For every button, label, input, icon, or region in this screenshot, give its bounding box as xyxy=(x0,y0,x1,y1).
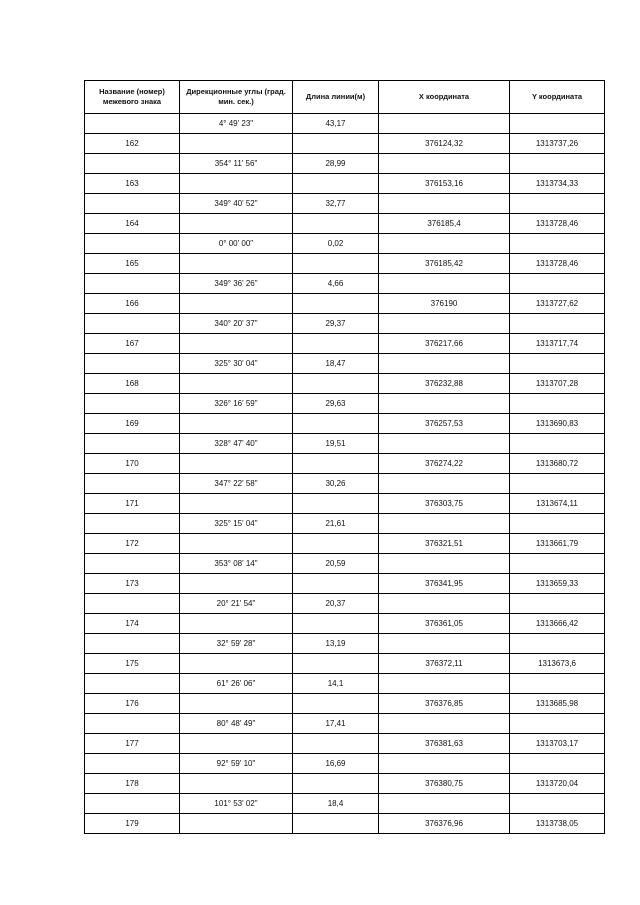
empty-cell xyxy=(293,574,379,594)
table-row-point xyxy=(85,494,605,514)
empty-cell xyxy=(180,294,293,314)
boundary-points-table-container xyxy=(84,80,604,834)
point-y-cell: 1313727,62 xyxy=(510,294,605,314)
empty-cell xyxy=(85,114,180,134)
point-x-cell: 376361,05 xyxy=(379,614,510,634)
table-row-point xyxy=(85,374,605,394)
segment-length-cell: 43,17 xyxy=(293,114,379,134)
point-y-cell: 1313720,04 xyxy=(510,774,605,794)
table-row-segment xyxy=(85,114,605,134)
empty-cell xyxy=(379,434,510,454)
point-y-cell: 1313738,05 xyxy=(510,814,605,834)
empty-cell xyxy=(379,114,510,134)
empty-cell xyxy=(510,154,605,174)
empty-cell xyxy=(180,214,293,234)
empty-cell xyxy=(510,394,605,414)
segment-length-cell: 13,19 xyxy=(293,634,379,654)
point-y-cell: 1313728,46 xyxy=(510,254,605,274)
empty-cell xyxy=(379,194,510,214)
point-x-cell: 376381,63 xyxy=(379,734,510,754)
segment-angle-cell: 61° 26' 06" xyxy=(180,674,293,694)
point-x-cell: 376274,22 xyxy=(379,454,510,474)
empty-cell xyxy=(85,794,180,814)
segment-angle-cell: 326° 16' 59" xyxy=(180,394,293,414)
segment-length-cell: 19,51 xyxy=(293,434,379,454)
empty-cell xyxy=(510,314,605,334)
empty-cell xyxy=(379,474,510,494)
empty-cell xyxy=(293,734,379,754)
empty-cell xyxy=(85,554,180,574)
empty-cell xyxy=(379,794,510,814)
segment-length-cell: 0,02 xyxy=(293,234,379,254)
point-y-cell: 1313717,74 xyxy=(510,334,605,354)
point-y-cell: 1313707,28 xyxy=(510,374,605,394)
empty-cell xyxy=(85,234,180,254)
point-name-cell: 170 xyxy=(85,454,180,474)
empty-cell xyxy=(293,414,379,434)
segment-length-cell: 29,37 xyxy=(293,314,379,334)
segment-angle-cell: 340° 20' 37" xyxy=(180,314,293,334)
empty-cell xyxy=(379,274,510,294)
empty-cell xyxy=(180,134,293,154)
segment-length-cell: 29,63 xyxy=(293,394,379,414)
table-row-segment xyxy=(85,754,605,774)
segment-angle-cell: 325° 15' 04" xyxy=(180,514,293,534)
point-y-cell: 1313728,46 xyxy=(510,214,605,234)
segment-length-cell: 20,59 xyxy=(293,554,379,574)
point-y-cell: 1313685,98 xyxy=(510,694,605,714)
segment-length-cell: 16,69 xyxy=(293,754,379,774)
table-row-segment xyxy=(85,714,605,734)
empty-cell xyxy=(180,334,293,354)
empty-cell xyxy=(85,194,180,214)
point-x-cell: 376217,66 xyxy=(379,334,510,354)
point-name-cell: 175 xyxy=(85,654,180,674)
point-y-cell: 1313690,83 xyxy=(510,414,605,434)
empty-cell xyxy=(510,114,605,134)
table-row-segment xyxy=(85,394,605,414)
table-row-segment xyxy=(85,354,605,374)
segment-length-cell: 30,26 xyxy=(293,474,379,494)
segment-length-cell: 18,47 xyxy=(293,354,379,374)
empty-cell xyxy=(510,474,605,494)
table-row-segment xyxy=(85,274,605,294)
empty-cell xyxy=(85,314,180,334)
point-y-cell: 1313673,6 xyxy=(510,654,605,674)
empty-cell xyxy=(85,674,180,694)
point-name-cell: 172 xyxy=(85,534,180,554)
table-row-point xyxy=(85,334,605,354)
empty-cell xyxy=(510,634,605,654)
table-row-point xyxy=(85,174,605,194)
empty-cell xyxy=(379,554,510,574)
empty-cell xyxy=(379,714,510,734)
table-row-point xyxy=(85,414,605,434)
empty-cell xyxy=(293,494,379,514)
empty-cell xyxy=(379,354,510,374)
boundary-points-table xyxy=(84,80,605,834)
segment-angle-cell: 32° 59' 28" xyxy=(180,634,293,654)
point-name-cell: 177 xyxy=(85,734,180,754)
segment-length-cell: 4,66 xyxy=(293,274,379,294)
table-row-point xyxy=(85,214,605,234)
empty-cell xyxy=(180,694,293,714)
empty-cell xyxy=(379,514,510,534)
segment-angle-cell: 354° 11' 56" xyxy=(180,154,293,174)
empty-cell xyxy=(510,794,605,814)
segment-length-cell: 18,4 xyxy=(293,794,379,814)
point-y-cell: 1313661,79 xyxy=(510,534,605,554)
empty-cell xyxy=(293,814,379,834)
segment-angle-cell: 349° 36' 26" xyxy=(180,274,293,294)
table-row-segment xyxy=(85,194,605,214)
table-row-segment xyxy=(85,594,605,614)
table-row-point xyxy=(85,134,605,154)
point-x-cell: 376321,51 xyxy=(379,534,510,554)
point-x-cell: 376124,32 xyxy=(379,134,510,154)
segment-angle-cell: 325° 30' 04" xyxy=(180,354,293,374)
empty-cell xyxy=(85,714,180,734)
table-row-point xyxy=(85,774,605,794)
table-body xyxy=(85,114,605,834)
empty-cell xyxy=(180,814,293,834)
point-x-cell: 376153,16 xyxy=(379,174,510,194)
table-row-segment xyxy=(85,234,605,254)
point-name-cell: 165 xyxy=(85,254,180,274)
empty-cell xyxy=(180,174,293,194)
point-x-cell: 376376,96 xyxy=(379,814,510,834)
segment-angle-cell: 353° 08' 14" xyxy=(180,554,293,574)
empty-cell xyxy=(293,214,379,234)
segment-angle-cell: 101° 53' 02" xyxy=(180,794,293,814)
point-y-cell: 1313737,26 xyxy=(510,134,605,154)
segment-angle-cell: 20° 21' 54" xyxy=(180,594,293,614)
header-point-name: Название (номер) межевого знака xyxy=(85,81,180,114)
table-row-segment xyxy=(85,154,605,174)
point-name-cell: 169 xyxy=(85,414,180,434)
table-row-point xyxy=(85,574,605,594)
table-row-point xyxy=(85,294,605,314)
table-row-segment xyxy=(85,514,605,534)
empty-cell xyxy=(510,594,605,614)
empty-cell xyxy=(510,274,605,294)
empty-cell xyxy=(85,514,180,534)
empty-cell xyxy=(510,554,605,574)
empty-cell xyxy=(293,774,379,794)
point-name-cell: 174 xyxy=(85,614,180,634)
empty-cell xyxy=(180,614,293,634)
empty-cell xyxy=(85,434,180,454)
empty-cell xyxy=(510,194,605,214)
point-name-cell: 178 xyxy=(85,774,180,794)
header-y-coordinate: Y координата xyxy=(510,81,605,114)
table-row-point xyxy=(85,814,605,834)
table-row-segment xyxy=(85,794,605,814)
segment-length-cell: 21,61 xyxy=(293,514,379,534)
segment-angle-cell: 328° 47' 40" xyxy=(180,434,293,454)
empty-cell xyxy=(180,654,293,674)
point-y-cell: 1313666,42 xyxy=(510,614,605,634)
table-row-point xyxy=(85,654,605,674)
empty-cell xyxy=(293,334,379,354)
point-y-cell: 1313674,11 xyxy=(510,494,605,514)
segment-angle-cell: 347° 22' 58" xyxy=(180,474,293,494)
segment-angle-cell: 80° 48' 49" xyxy=(180,714,293,734)
point-name-cell: 164 xyxy=(85,214,180,234)
empty-cell xyxy=(510,354,605,374)
point-y-cell: 1313734,33 xyxy=(510,174,605,194)
table-row-segment xyxy=(85,314,605,334)
table-row-segment xyxy=(85,674,605,694)
table-row-segment xyxy=(85,554,605,574)
point-x-cell: 376185,4 xyxy=(379,214,510,234)
point-x-cell: 376185,42 xyxy=(379,254,510,274)
table-row-segment xyxy=(85,434,605,454)
header-line-length: Длина линии(м) xyxy=(293,81,379,114)
segment-length-cell: 32,77 xyxy=(293,194,379,214)
empty-cell xyxy=(379,154,510,174)
segment-angle-cell: 92° 59' 10" xyxy=(180,754,293,774)
empty-cell xyxy=(293,654,379,674)
table-row-point xyxy=(85,534,605,554)
empty-cell xyxy=(379,634,510,654)
point-name-cell: 173 xyxy=(85,574,180,594)
empty-cell xyxy=(85,634,180,654)
empty-cell xyxy=(180,494,293,514)
empty-cell xyxy=(379,594,510,614)
empty-cell xyxy=(85,594,180,614)
empty-cell xyxy=(293,534,379,554)
point-name-cell: 163 xyxy=(85,174,180,194)
empty-cell xyxy=(180,574,293,594)
empty-cell xyxy=(510,234,605,254)
empty-cell xyxy=(180,774,293,794)
empty-cell xyxy=(293,134,379,154)
empty-cell xyxy=(85,754,180,774)
empty-cell xyxy=(293,174,379,194)
point-name-cell: 168 xyxy=(85,374,180,394)
point-y-cell: 1313703,17 xyxy=(510,734,605,754)
table-header-row xyxy=(85,81,605,114)
empty-cell xyxy=(510,434,605,454)
empty-cell xyxy=(85,474,180,494)
empty-cell xyxy=(180,414,293,434)
empty-cell xyxy=(510,714,605,734)
point-name-cell: 176 xyxy=(85,694,180,714)
empty-cell xyxy=(293,454,379,474)
point-x-cell: 376372,11 xyxy=(379,654,510,674)
table-row-point xyxy=(85,734,605,754)
empty-cell xyxy=(293,694,379,714)
table-row-point xyxy=(85,254,605,274)
table-row-point xyxy=(85,694,605,714)
empty-cell xyxy=(85,354,180,374)
table-row-point xyxy=(85,454,605,474)
empty-cell xyxy=(180,254,293,274)
point-name-cell: 166 xyxy=(85,294,180,314)
segment-length-cell: 20,37 xyxy=(293,594,379,614)
empty-cell xyxy=(293,614,379,634)
point-y-cell: 1313659,33 xyxy=(510,574,605,594)
empty-cell xyxy=(379,314,510,334)
empty-cell xyxy=(85,154,180,174)
empty-cell xyxy=(379,754,510,774)
empty-cell xyxy=(180,734,293,754)
point-x-cell: 376341,95 xyxy=(379,574,510,594)
point-name-cell: 162 xyxy=(85,134,180,154)
table-row-point xyxy=(85,614,605,634)
segment-length-cell: 14,1 xyxy=(293,674,379,694)
empty-cell xyxy=(180,374,293,394)
header-direction-angle: Дирекционные углы (град. мин. сек.) xyxy=(180,81,293,114)
table-row-segment xyxy=(85,634,605,654)
empty-cell xyxy=(510,514,605,534)
empty-cell xyxy=(293,374,379,394)
point-x-cell: 376232,88 xyxy=(379,374,510,394)
point-y-cell: 1313680,72 xyxy=(510,454,605,474)
empty-cell xyxy=(379,674,510,694)
segment-angle-cell: 4° 49' 23" xyxy=(180,114,293,134)
empty-cell xyxy=(379,234,510,254)
empty-cell xyxy=(293,254,379,274)
point-name-cell: 179 xyxy=(85,814,180,834)
empty-cell xyxy=(85,274,180,294)
empty-cell xyxy=(379,394,510,414)
point-x-cell: 376190 xyxy=(379,294,510,314)
point-name-cell: 167 xyxy=(85,334,180,354)
segment-angle-cell: 0° 00' 00" xyxy=(180,234,293,254)
empty-cell xyxy=(293,294,379,314)
point-x-cell: 376380,75 xyxy=(379,774,510,794)
table-row-segment xyxy=(85,474,605,494)
point-x-cell: 376257,53 xyxy=(379,414,510,434)
point-name-cell: 171 xyxy=(85,494,180,514)
segment-length-cell: 17,41 xyxy=(293,714,379,734)
segment-length-cell: 28,99 xyxy=(293,154,379,174)
segment-angle-cell: 349° 40' 52" xyxy=(180,194,293,214)
point-x-cell: 376303,75 xyxy=(379,494,510,514)
empty-cell xyxy=(510,754,605,774)
empty-cell xyxy=(510,674,605,694)
header-x-coordinate: X координата xyxy=(379,81,510,114)
empty-cell xyxy=(85,394,180,414)
empty-cell xyxy=(180,454,293,474)
point-x-cell: 376376,85 xyxy=(379,694,510,714)
empty-cell xyxy=(180,534,293,554)
